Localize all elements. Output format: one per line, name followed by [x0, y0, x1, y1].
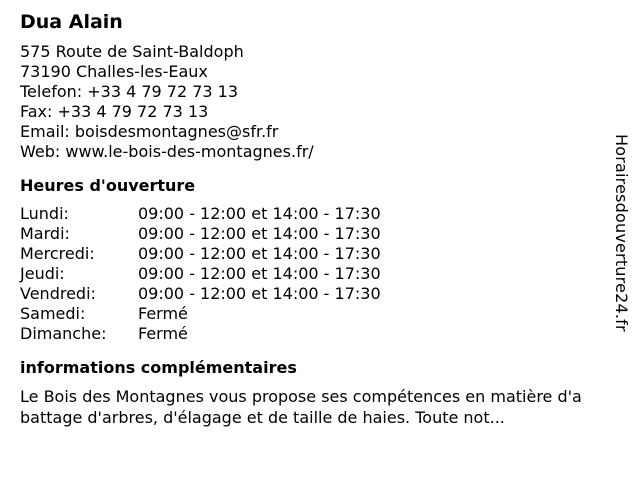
hours-time: 09:00 - 12:00 et 14:00 - 17:30: [138, 224, 381, 243]
hours-day: Dimanche:: [20, 324, 107, 343]
fax-line: Fax: +33 4 79 72 73 13: [20, 102, 209, 121]
hours-day: Samedi:: [20, 304, 86, 323]
business-card: [20, 10, 620, 428]
additional-info-heading: informations complémentaires: [20, 358, 297, 377]
website-line: Web: www.le-bois-des-montagnes.fr/: [20, 142, 314, 161]
hours-row: [20, 244, 381, 264]
hours-row: [20, 284, 381, 304]
hours-day: Jeudi:: [20, 264, 65, 283]
site-watermark: Horairesdouverture24.fr: [612, 134, 631, 332]
hours-time: 09:00 - 12:00 et 14:00 - 17:30: [138, 284, 381, 303]
hours-day: Mercredi:: [20, 244, 95, 263]
address-street: 575 Route de Saint-Baldoph: [20, 42, 244, 61]
hours-row: [20, 224, 381, 244]
hours-day: Vendredi:: [20, 284, 96, 303]
hours-day: Mardi:: [20, 224, 70, 243]
email-line: Email: boisdesmontagnes@sfr.fr: [20, 122, 279, 141]
business-name: Dua Alain: [20, 11, 123, 33]
hours-time: Fermé: [138, 324, 188, 343]
description-line-2: battage d'arbres, d'élagage et de taille de haies. Toute not...: [20, 408, 505, 427]
opening-hours-table: [20, 204, 381, 344]
hours-time: 09:00 - 12:00 et 14:00 - 17:30: [138, 204, 381, 223]
phone-line: Telefon: +33 4 79 72 73 13: [20, 82, 239, 101]
hours-time: Fermé: [138, 304, 188, 323]
description-line-1: Le Bois des Montagnes vous propose ses compétences en matière d'a: [20, 387, 582, 406]
hours-time: 09:00 - 12:00 et 14:00 - 17:30: [138, 264, 381, 283]
hours-row: [20, 264, 381, 284]
hours-time: 09:00 - 12:00 et 14:00 - 17:30: [138, 244, 381, 263]
hours-row: [20, 204, 381, 224]
hours-row: [20, 304, 381, 324]
address-city: 73190 Challes-les-Eaux: [20, 62, 208, 81]
hours-row: [20, 324, 381, 344]
hours-day: Lundi:: [20, 204, 69, 223]
opening-hours-heading: Heures d'ouverture: [20, 176, 196, 195]
